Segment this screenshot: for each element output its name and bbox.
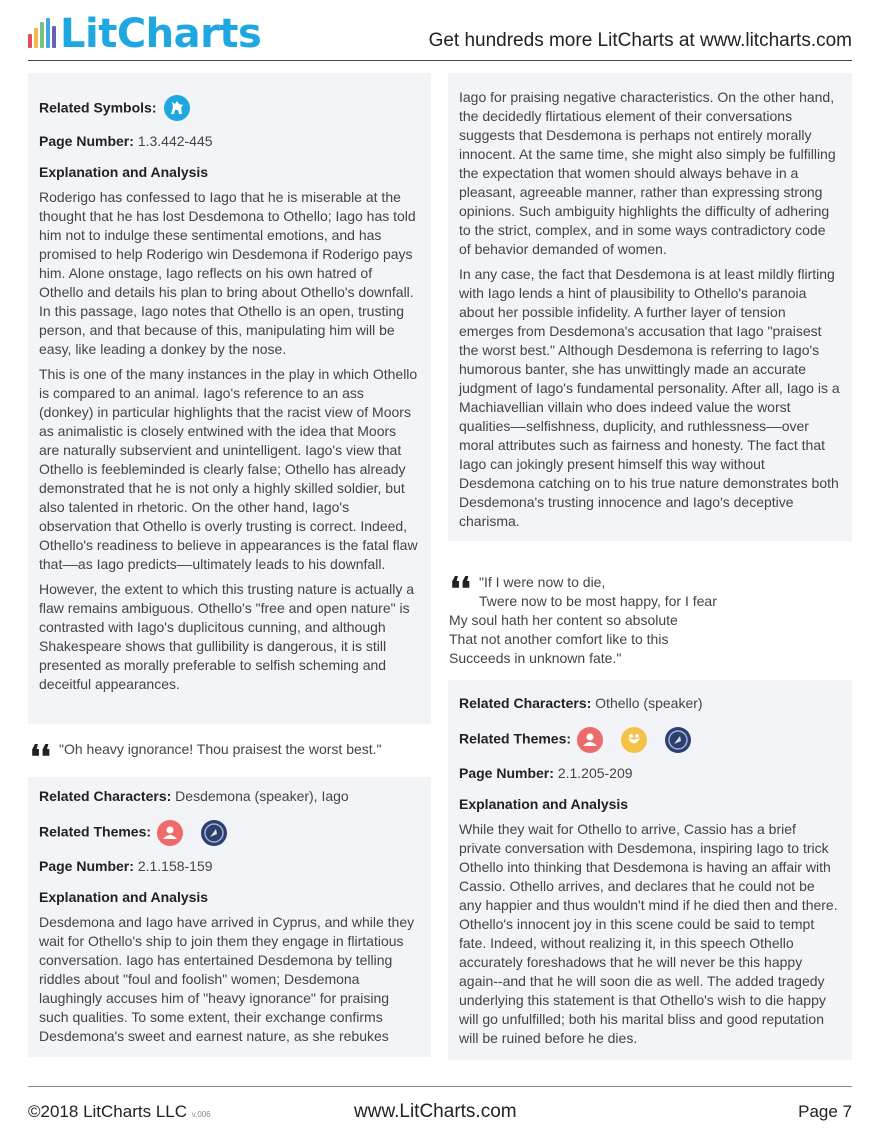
analysis-paragraph: Desdemona and Iago have arrived in Cyprus, and while they wait for Othello's ship to join them they engage in flirtatious conversation. Iago has entertained Desdemona by telling riddles about "foul and foolish" women; Desdemona laughingly accuses him of "heavy ignorance" for praising such qualities. To some extent, their exchange confirms Desdemona's sweet and earnest nature, as she rebukes: [39, 914, 415, 1044]
explanation-heading: Explanation and Analysis: [39, 889, 209, 905]
version-text: v.006: [191, 1110, 211, 1119]
quote-mark-icon: ❛❛: [450, 570, 471, 608]
quote-text: "Oh heavy ignorance! Thou praisest the worst best.": [59, 741, 382, 757]
related-themes-label: Related Themes:: [459, 730, 572, 747]
quote-mark-icon: ❛❛: [30, 738, 51, 776]
footer-site-link[interactable]: www.LitCharts.com: [354, 1101, 517, 1122]
page-number-label: Page Number:: [39, 133, 134, 149]
analysis-paragraph: In any case, the fact that Desdemona is at least mildly flirting with Iago lends a hint of plausibility to Othello's paranoia about her possible infidelity. A further layer of tension emerges from Desdemona's accusation that Iago "praisest the worst best." Although Desdemona is referring to Iago's humorous banter, she has unwittingly made an accurate judgment of Iago's fundamental personality. After all, Iago is a Machiavellian villain who does indeed value the worst qualities––selfishness, duplicity, and ruthlessness––over moral attributes such as fairness and honesty. The fact that Iago can jokingly present himself this way without Desdemona catching on to his true nature demonstrates both Desdemona's trusting innocence and Iago's deceptive charisma.: [459, 266, 840, 529]
quote-line: Succeeds in unknown fate.": [449, 650, 622, 666]
page-header: [28, 10, 852, 61]
explanation-heading: Explanation and Analysis: [459, 796, 629, 812]
analysis-paragraph: Roderigo has confessed to Iago that he is miserable at the thought that he has lost Desdemona to Othello; Iago has told him not to indulge these sentimental emotions, and has promised to help Roderigo win Desdemona if Roderigo pays him. Alone onstage, Iago reflects on his own hatred of Othello and details his plan to bring about Othello's downfall. In this passage, Iago notes that Othello is an open, trusting person, and that because of this, manipulating him will be easy, like leading a donkey by the nose.: [39, 189, 416, 357]
footer-divider: [28, 1086, 852, 1087]
gender-icon[interactable]: [157, 820, 183, 846]
quote-line: That not another comfort like to this: [449, 631, 669, 647]
page-number-row: [39, 857, 420, 876]
footer-copyright: [28, 1102, 211, 1122]
analysis-panel-quote-1: [28, 777, 431, 1057]
page-number-value: 2.1.158-159: [137, 858, 213, 874]
quote-line: Twere now to be most happy, for I fear: [479, 593, 717, 609]
analysis-paragraph: However, the extent to which this trusting nature is actually a flaw remains ambiguous. Othello's "free and open nature" is contrasted with Iago's duplicitous cunning, and although Shakespeare shows that gullibility is dangerous, it is still presented as morally preferable to selfish scheming and deceitful appearances.: [39, 581, 415, 692]
love-icon[interactable]: [621, 727, 647, 753]
related-characters-row: [39, 787, 420, 806]
page-number-row: [459, 764, 841, 783]
related-themes-row: [459, 727, 841, 753]
logo-text: LitCharts: [60, 11, 262, 57]
analysis-paragraph: This is one of the many instances in the play in which Othello is compared to an animal. Iago's reference to an ass (donkey) in particular highlights that the racist view of Moors as animalistic is closely entwined with the idea that Moors are naturally subservient and unintelligent. Iago's view that Othello is feebleminded is clearly false; Othello has already demonstrated that he is not only a highly skilled soldier, but also talented in rhetoric. On the other hand, Iago's observation that Othello is overly trusting is correct. Indeed, Othello's readiness to believe in appearances is the fatal flaw that––as Iago predicts––ultimately leads to his downfall.: [39, 366, 418, 572]
litcharts-logo[interactable]: [28, 12, 261, 56]
copyright-text: ©2018 LitCharts LLC: [28, 1102, 188, 1121]
related-symbols-label: Related Symbols:: [39, 99, 157, 116]
quote-line: "If I were now to die,: [479, 574, 606, 590]
page-number-value: 1.3.442-445: [137, 133, 213, 149]
header-tagline[interactable]: Get hundreds more LitCharts at www.litcharts.com: [428, 30, 852, 51]
page-number-label: Page Number:: [39, 858, 134, 874]
analysis-panel-quote-2: [448, 680, 852, 1060]
explanation-heading: Explanation and Analysis: [39, 164, 209, 180]
page-number-row: [39, 132, 420, 151]
page-number-value: 2.1.205-209: [557, 765, 633, 781]
analysis-paragraph: While they wait for Othello to arrive, Cassio has a brief private conversation with Desdemona, inspiring Iago to trick Othello into thinking that Desdemona is having an affair with Cassio. Othello arrives, and declares that he could not be any happier and thus wouldn't mind if he died then and there. Othello's innocent joy in this scene could be said to tempt fate. Indeed, without realizing it, in this speech Othello accurately foreshadows that he will never be this happy again--and that he will soon die as well. The added tragedy underlying this statement is that Othello's wish to die happy will go unfulfilled; both his marital bliss and good reputation will be ruined before he dies.: [459, 821, 838, 1046]
related-characters-value[interactable]: Othello (speaker): [595, 695, 703, 711]
analysis-panel-symbols: [28, 73, 431, 724]
related-themes-row: [39, 820, 420, 846]
analysis-panel-continued: [448, 73, 852, 541]
logo-bars-icon: [28, 18, 56, 48]
quote-line: My soul hath her content so absolute: [449, 612, 678, 628]
related-characters-row: [459, 694, 841, 713]
analysis-paragraph: Iago for praising negative characteristics. On the other hand, the decidedly flirtatious element of their conversations suggests that Desdemona is perhaps not entirely morally innocent. At the same time, she might also simply be fulfilling the expectation that women should always behave in a pleasant, agreeable manner, rather than expressing strong opinions. Such ambiguity highlights the difficulty of adhering to the strict, complex, and in some ways contradictory code of behavior demanded of women.: [459, 89, 836, 257]
related-symbols-row: [39, 96, 420, 122]
related-themes-label: Related Themes:: [39, 823, 152, 840]
quote-text: [449, 570, 849, 668]
related-characters-value[interactable]: Desdemona (speaker), Iago: [175, 788, 349, 804]
related-characters-label: Related Characters:: [459, 695, 592, 711]
page-number-label: Page Number:: [459, 765, 554, 781]
gender-icon[interactable]: [577, 727, 603, 753]
related-characters-label: Related Characters:: [39, 788, 172, 804]
appearance-icon[interactable]: [201, 820, 227, 846]
appearance-icon[interactable]: [665, 727, 691, 753]
page-number-footer: Page 7: [798, 1102, 852, 1121]
donkey-icon[interactable]: [164, 95, 190, 121]
